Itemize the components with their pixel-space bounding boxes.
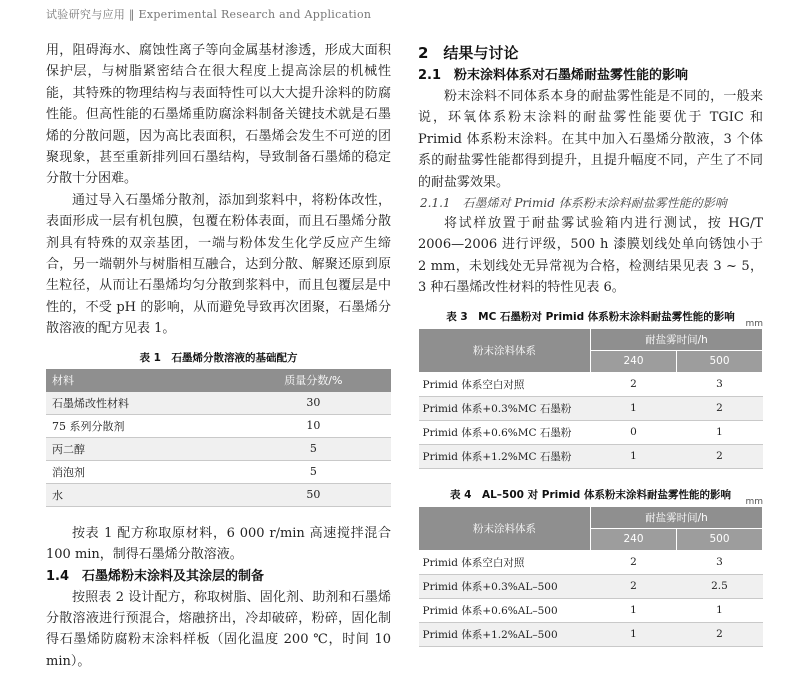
table3-header-system: 粉末涂料体系: [419, 328, 591, 372]
table3-cell: 1: [591, 444, 677, 468]
table4-cell: 2: [591, 574, 677, 598]
table3-caption: [418, 309, 763, 329]
table1-cell: 5: [236, 437, 391, 460]
table1-cell: 消泡剂: [46, 460, 236, 483]
paragraph-preparation: 按照表 2 设计配方，称取树脂、固化剂、助剂和石墨烯分散溶液进行预混合，熔融挤出，冷却破碎，粉碎，固化制得石墨烯防腐粉末涂料样板（固化温度 200 ℃，时间 10 min）。: [46, 589, 391, 669]
table1-cell: 10: [236, 414, 391, 437]
table4-cell: Primid 体系+1.2%AL–500: [419, 622, 591, 646]
table-row: [419, 598, 763, 622]
table-row: [419, 574, 763, 598]
table1-cell: 50: [236, 483, 391, 506]
table1-header-fraction: 质量分数/%: [236, 369, 391, 392]
table3-cell: 1: [676, 420, 762, 444]
table4-cell: 1: [591, 598, 677, 622]
table-row: [46, 437, 391, 460]
table1: [46, 369, 391, 507]
running-header: 试验研究与应用 ‖ Experimental Research and Application: [46, 8, 372, 21]
table3-cell: 2: [676, 444, 762, 468]
table3-header-240: 240: [591, 350, 677, 372]
table-row: [46, 460, 391, 483]
table3-cell: 3: [676, 372, 762, 396]
table4-cell: 1: [676, 598, 762, 622]
table4-header-240: 240: [591, 528, 677, 550]
table3-cell: 2: [591, 372, 677, 396]
table1-cell: 5: [236, 460, 391, 483]
paragraph-results: 粉末涂料不同体系本身的耐盐雾性能是不同的，一般来说，环氧体系粉末涂料的耐盐雾性能要优于 TGIC 和 Primid 体系粉末涂料。在其中加入石墨烯分散液，3 个体系的耐盐雾性能都得到提升，且提升幅度不同，产生了不同的耐盐雾效果。: [418, 89, 763, 190]
table3-unit: mm: [745, 318, 763, 329]
table-row: [46, 483, 391, 506]
table3-cell: Primid 体系+1.2%MC 石墨粉: [419, 444, 591, 468]
table4: [418, 506, 763, 647]
table1-caption: 表 1 石墨烯分散溶液的基础配方: [139, 351, 298, 364]
table3-cell: Primid 体系+0.6%MC 石墨粉: [419, 420, 591, 444]
table4-cell: 2: [591, 550, 677, 574]
table4-cell: 3: [676, 550, 762, 574]
table3-cell: 2: [676, 396, 762, 420]
table3-header-time: 耐盐雾时间/h: [591, 328, 763, 350]
table4-caption-text: 表 4 AL–500 对 Primid 体系粉末涂料耐盐雾性能的影响: [450, 488, 731, 501]
table1-cell: 石墨烯改性材料: [46, 392, 236, 415]
table3-cell: Primid 体系+0.3%MC 石墨粉: [419, 396, 591, 420]
table1-cell: 丙二醇: [46, 437, 236, 460]
table4-cell: 2.5: [676, 574, 762, 598]
table1-cell: 水: [46, 483, 236, 506]
table4-unit: mm: [745, 496, 763, 507]
table3-cell: 1: [591, 396, 677, 420]
section-heading-2: 2 结果与讨论: [418, 44, 519, 62]
table-row: [419, 622, 763, 646]
table4-header-500: 500: [676, 528, 762, 550]
table4-caption: [418, 487, 763, 507]
section-heading-1-4: 1.4 石墨烯粉末涂料及其涂层的制备: [46, 568, 265, 584]
table-row: [46, 392, 391, 415]
table3-header-500: 500: [676, 350, 762, 372]
section-heading-2-1: 2.1 粉末涂料体系对石墨烯耐盐雾性能的影响: [418, 68, 689, 83]
table-row: [419, 550, 763, 574]
right-column: [418, 40, 763, 647]
section-heading-2-1-1: 2.1.1 石墨烯对 Primid 体系粉末涂料耐盐雾性能的影响: [420, 196, 727, 211]
table4-cell: Primid 体系+0.6%AL–500: [419, 598, 591, 622]
paragraph-mixing: 按表 1 配方称取原材料，6 000 r/min 高速搅拌混合 100 min，制得石墨烯分散溶液。: [46, 525, 391, 563]
table1-cell: 30: [236, 392, 391, 415]
table4-header-time: 耐盐雾时间/h: [591, 506, 763, 528]
table-row: [419, 444, 763, 468]
table4-cell: Primid 体系空白对照: [419, 550, 591, 574]
table4-header-system: 粉末涂料体系: [419, 506, 591, 550]
table-row: [46, 414, 391, 437]
table4-cell: 2: [676, 622, 762, 646]
table3: [418, 328, 763, 469]
table4-cell: 1: [591, 622, 677, 646]
table-row: [419, 420, 763, 444]
paragraph-test-method: 将试样放置于耐盐雾试验箱内进行测试，按 HG/T 2006—2006 进行评级，500 h 漆膜划线处单向锈蚀小于 2 mm，未划线处无异常视为合格，检测结果见表 3 ~ 5，3 种石墨烯改性材料的特性见表 6。: [418, 216, 763, 296]
table1-header-material: 材料: [46, 369, 236, 392]
paragraph-dispersant: 通过导入石墨烯分散剂，添加到浆料中，将粉体改性，表面形成一层有机包膜，包覆在粉体表面，而且石墨烯分散剂具有特殊的双亲基团，一端与粉体发生化学反应产生缔合，另一端朝外与树脂相互融合，达到分散、解聚还原到原生粒径，从而让石墨烯均匀分散到浆料中，而且包覆层是中性的，不受 pH 的影响，从而避免导致再次团聚，石墨烯分散溶液的配方见表 1。: [46, 192, 391, 337]
table-row: [419, 396, 763, 420]
table3-caption-text: 表 3 MC 石墨粉对 Primid 体系粉末涂料耐盐雾性能的影响: [446, 310, 735, 323]
table1-cell: 75 系列分散剂: [46, 414, 236, 437]
paragraph-intro-cont: 用，阻碍海水、腐蚀性离子等向金属基材渗透，形成大面积保护层，与树脂紧密结合在很大程度上提高涂层的机械性能，其特殊的物理结构与表面特性可以大大提升涂料的防腐性能。但高性能的石墨烯重防腐涂料制备关键技术就是石墨烯的分散问题，因为高比表面积，石墨烯会发生不可逆的团聚现象，甚至重新排列回石墨结构，导致制备石墨烯的稳定分散十分困难。: [46, 43, 391, 187]
table3-cell: Primid 体系空白对照: [419, 372, 591, 396]
table3-cell: 0: [591, 420, 677, 444]
table-row: [419, 372, 763, 396]
table4-cell: Primid 体系+0.3%AL–500: [419, 574, 591, 598]
left-column: [46, 40, 391, 672]
